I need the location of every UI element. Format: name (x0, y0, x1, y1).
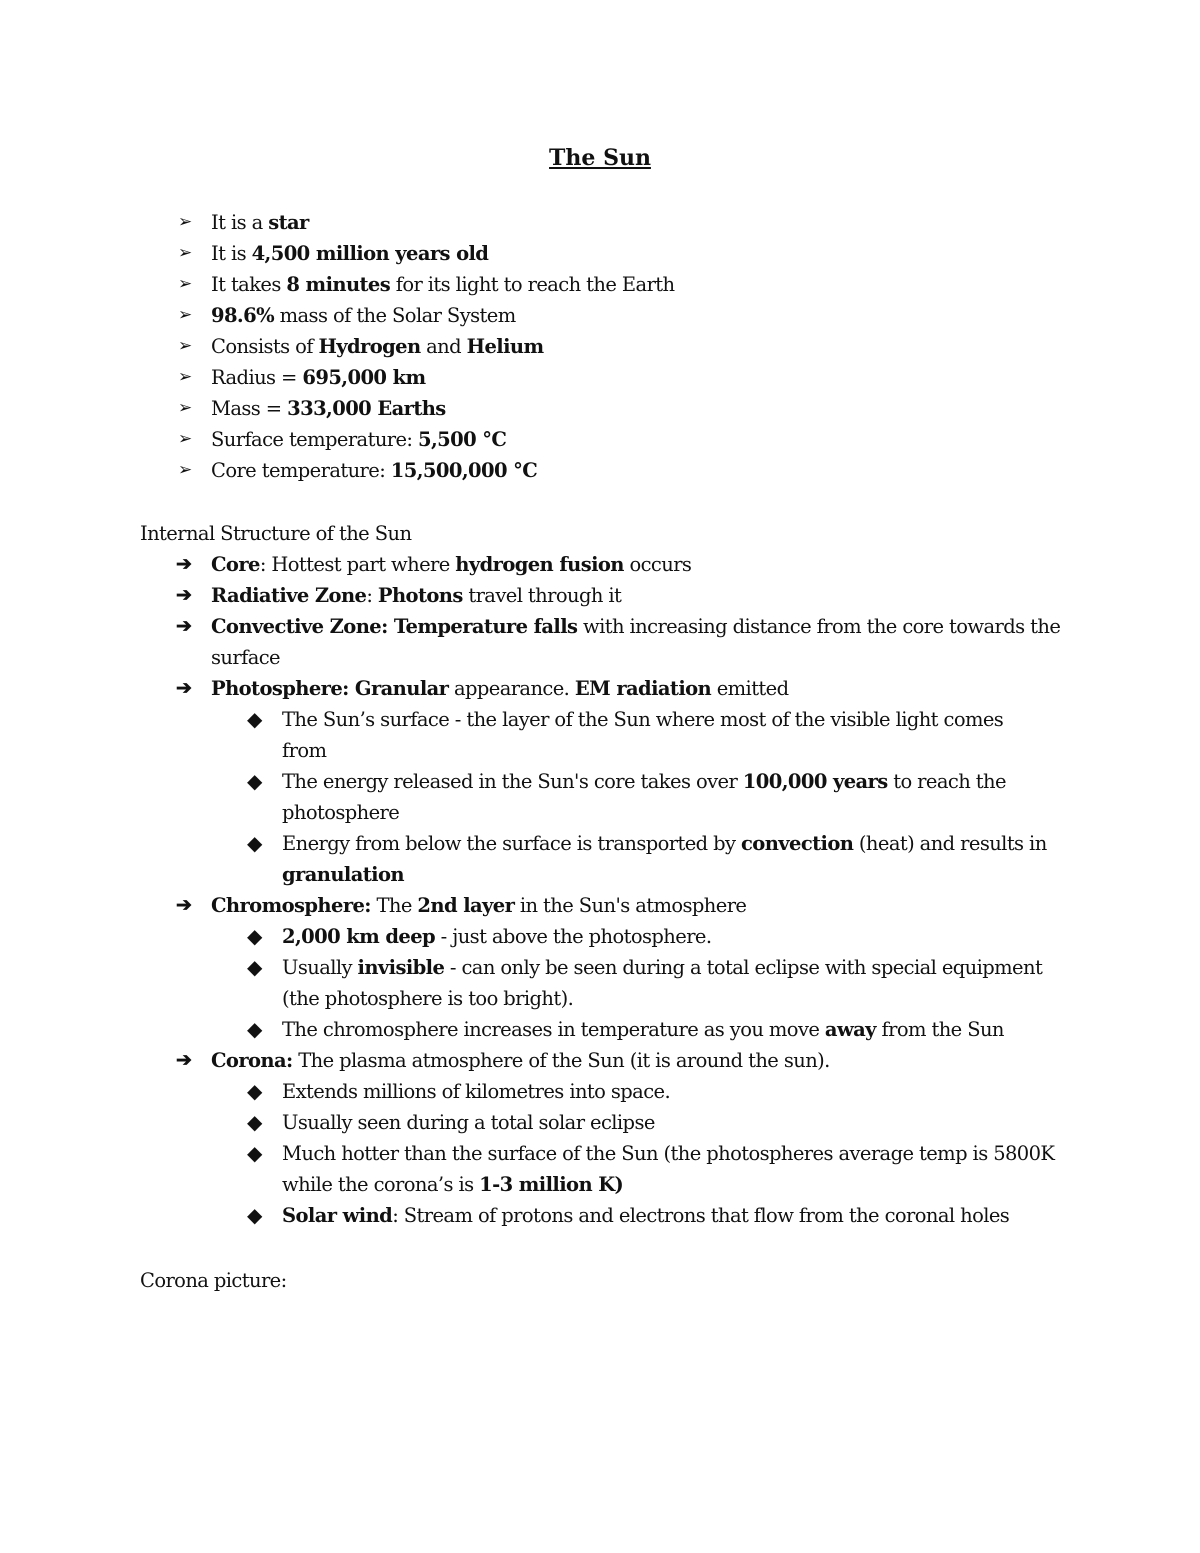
layer-item (211, 580, 621, 611)
text-run: in the Sun's atmosphere (514, 894, 747, 917)
bold-text: 2nd layer (417, 894, 515, 917)
diamond-bullet-icon: ◆ (247, 1017, 263, 1041)
bold-text: 98.6% (211, 304, 275, 327)
text-run: while the corona’s is (282, 1173, 480, 1196)
text-run: occurs (623, 553, 692, 576)
sub-item (282, 704, 1003, 735)
arrowhead-bullet-icon: ➢ (178, 212, 193, 232)
bold-text: Photosphere: Granular (211, 677, 449, 700)
bold-text: 1-3 million K) (479, 1173, 624, 1196)
page-title: The Sun (549, 145, 651, 171)
text-run: for its light to reach the Earth (390, 273, 675, 296)
bold-text: convection (741, 832, 854, 855)
layer-item (211, 673, 789, 704)
text-run: (the photosphere is too bright). (282, 987, 574, 1010)
text-run: Energy from below the surface is transported by (282, 832, 742, 855)
arrowhead-bullet-icon: ➢ (178, 274, 193, 294)
sub-item (282, 1076, 670, 1107)
bold-text: EM radiation (574, 677, 712, 700)
text-run: The (370, 894, 418, 917)
sub-item-continuation (282, 735, 326, 766)
text-run: to reach the (887, 770, 1006, 793)
bold-text: Radiative Zone (211, 584, 367, 607)
arrowhead-bullet-icon: ➢ (178, 243, 193, 263)
text-run: mass of the Solar System (274, 304, 516, 327)
text-run: from (282, 739, 327, 762)
text-run: and (420, 335, 467, 358)
arrowhead-bullet-icon: ➢ (178, 367, 193, 387)
text-run: Mass = (211, 397, 288, 420)
bold-text: 695,000 km (302, 366, 426, 389)
text-run: : (366, 584, 378, 607)
fact-item (211, 269, 674, 300)
section-heading: Internal Structure of the Sun (140, 522, 412, 545)
bold-text: Photons (377, 584, 463, 607)
fact-item (211, 238, 488, 269)
text-run: from the Sun (875, 1018, 1004, 1041)
sub-item (282, 1107, 655, 1138)
bold-text: invisible (357, 956, 445, 979)
text-run: surface (211, 646, 280, 669)
text-run: The Sun’s surface - the layer of the Sun where most of the visible light comes (282, 708, 1004, 731)
text-run: Consists of (211, 335, 319, 358)
diamond-bullet-icon: ◆ (247, 1110, 263, 1134)
layer-item (211, 611, 1060, 642)
bold-text: Chromosphere: (211, 894, 371, 917)
bold-text: 5,500 °C (418, 428, 507, 451)
bold-text: Solar wind (282, 1204, 393, 1227)
arrowhead-bullet-icon: ➢ (178, 460, 193, 480)
footer-label: Corona picture: (140, 1269, 287, 1292)
layer-item (211, 1045, 830, 1076)
sub-item (282, 828, 1047, 859)
sub-item (282, 952, 1042, 983)
text-run: photosphere (282, 801, 400, 824)
bold-text: hydrogen fusion (455, 553, 624, 576)
fact-item (211, 362, 426, 393)
sub-item-continuation (282, 859, 404, 890)
text-run: It takes (211, 273, 287, 296)
diamond-bullet-icon: ◆ (247, 1079, 263, 1103)
text-run: Core temperature: (211, 459, 391, 482)
text-run: It is a (211, 211, 269, 234)
text-run: appearance. (448, 677, 575, 700)
sub-item (282, 1138, 1054, 1169)
sub-item (282, 1014, 1004, 1045)
fact-item (211, 207, 309, 238)
diamond-bullet-icon: ◆ (247, 1141, 263, 1165)
bold-text: away (824, 1018, 876, 1041)
bold-text: 100,000 years (742, 770, 888, 793)
bold-text: 333,000 Earths (287, 397, 446, 420)
bold-text: 4,500 million years old (251, 242, 489, 265)
text-run: - can only be seen during a total eclipse with special equipment (444, 956, 1043, 979)
bold-text: 15,500,000 °C (390, 459, 538, 482)
sub-item-continuation (282, 797, 399, 828)
bold-text: granulation (282, 863, 404, 886)
fact-item (211, 300, 516, 331)
bold-text: Corona: (211, 1049, 293, 1072)
right-arrow-bullet-icon: ➔ (176, 615, 192, 637)
text-run: Radius = (211, 366, 303, 389)
text-run: Usually (282, 956, 358, 979)
layer-item (211, 549, 691, 580)
text-run: : Stream of protons and electrons that flow from the coronal holes (392, 1204, 1010, 1227)
fact-item (211, 331, 544, 362)
text-run: Much hotter than the surface of the Sun (the photospheres average temp is 5800K (282, 1142, 1055, 1165)
bold-text: 8 minutes (286, 273, 391, 296)
sub-item-continuation (282, 1169, 623, 1200)
text-run: with increasing distance from the core towards the (577, 615, 1061, 638)
diamond-bullet-icon: ◆ (247, 769, 263, 793)
diamond-bullet-icon: ◆ (247, 707, 263, 731)
text-run: emitted (711, 677, 789, 700)
bold-text: Hydrogen (318, 335, 421, 358)
fact-item (211, 424, 506, 455)
text-run: Surface temperature: (211, 428, 419, 451)
layer-item (211, 890, 746, 921)
text-run: The energy released in the Sun's core takes over (282, 770, 743, 793)
bold-text: Core (211, 553, 260, 576)
text-run: : Hottest part where (259, 553, 456, 576)
right-arrow-bullet-icon: ➔ (176, 677, 192, 699)
arrowhead-bullet-icon: ➢ (178, 398, 193, 418)
right-arrow-bullet-icon: ➔ (176, 553, 192, 575)
right-arrow-bullet-icon: ➔ (176, 1049, 192, 1071)
sub-item (282, 921, 711, 952)
arrowhead-bullet-icon: ➢ (178, 305, 193, 325)
diamond-bullet-icon: ◆ (247, 831, 263, 855)
bold-text: Helium (466, 335, 544, 358)
text-run: - just above the photosphere. (435, 925, 712, 948)
text-run: The chromosphere increases in temperature as you move (282, 1018, 825, 1041)
layer-item-continuation (211, 642, 280, 673)
fact-item (211, 393, 446, 424)
text-run: Extends millions of kilometres into space. (282, 1080, 671, 1103)
right-arrow-bullet-icon: ➔ (176, 894, 192, 916)
diamond-bullet-icon: ◆ (247, 955, 263, 979)
sub-item-continuation (282, 983, 573, 1014)
text-run: travel through it (462, 584, 622, 607)
bold-text: star (268, 211, 309, 234)
text-run: Usually seen during a total solar eclipse (282, 1111, 655, 1134)
diamond-bullet-icon: ◆ (247, 1203, 263, 1227)
arrowhead-bullet-icon: ➢ (178, 429, 193, 449)
sub-item (282, 766, 1006, 797)
arrowhead-bullet-icon: ➢ (178, 336, 193, 356)
sub-item (282, 1200, 1009, 1231)
text-run: (heat) and results in (853, 832, 1047, 855)
fact-item (211, 455, 537, 486)
right-arrow-bullet-icon: ➔ (176, 584, 192, 606)
text-run: It is (211, 242, 252, 265)
bold-text: 2,000 km deep (282, 925, 436, 948)
diamond-bullet-icon: ◆ (247, 924, 263, 948)
bold-text: Convective Zone: Temperature falls (211, 615, 578, 638)
text-run: The plasma atmosphere of the Sun (it is around the sun). (292, 1049, 830, 1072)
